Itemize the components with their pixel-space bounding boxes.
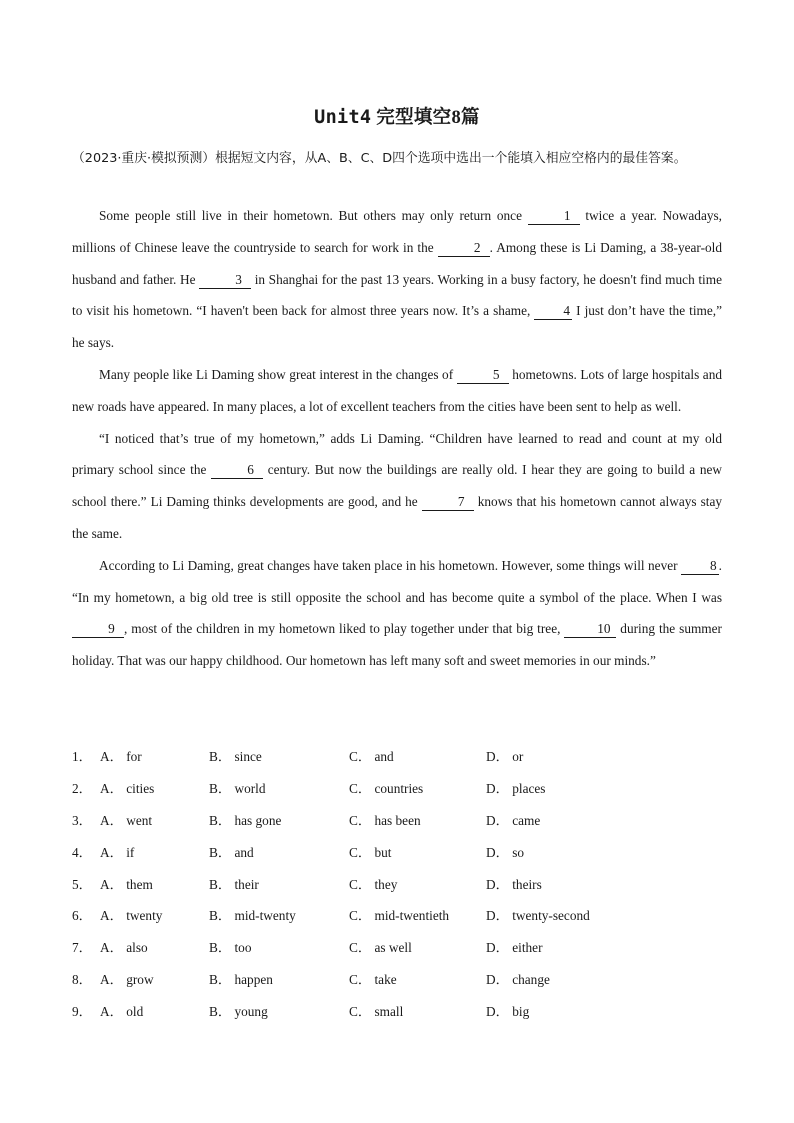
passage-text: in Shanghai for the past 13 years. Working in a busy factory, he doesn't find much time to visit his hometown. “I haven't been back for almost three years now. It’s a shame,: [72, 271, 722, 319]
option-c: C． small: [349, 1004, 404, 1020]
option-d: D． big: [486, 1004, 530, 1020]
option-c: C． has been: [349, 812, 421, 828]
blank-7: 7: [422, 494, 474, 511]
question-row: [72, 996, 722, 1028]
option-d: D． twenty-second: [486, 908, 590, 924]
passage-text: during the summer holiday. That was our happy childhood. Our hometown has left many soft and sweet memories in our minds.”: [72, 621, 722, 669]
blank-4: 4: [534, 303, 572, 320]
title-rest: 完型填空8篇: [371, 108, 480, 128]
question-row: [72, 900, 722, 932]
question-row: [72, 837, 722, 869]
option-b: B． world: [209, 780, 266, 796]
passage-text: . “In my hometown, a big old tree is still opposite the school and has become quite a symbol of the place. When I was: [72, 557, 722, 605]
blank-9: 9: [72, 621, 124, 638]
paragraph-4: [72, 550, 722, 677]
option-b: B． and: [209, 844, 254, 860]
option-b: B． happen: [209, 972, 273, 988]
paragraph-2: [72, 359, 722, 423]
option-a: A． cities: [100, 780, 155, 796]
question-number: 6．: [72, 908, 92, 924]
option-d: D． places: [486, 780, 546, 796]
question-row: [72, 805, 722, 837]
option-b: B． mid-twenty: [209, 908, 296, 924]
question-number: 2．: [72, 780, 92, 796]
blank-8: 8: [681, 558, 719, 575]
passage-text: hometowns. Lots of large hospitals and new roads have appeared. In many places, a lot of excellent teachers from the cities have been sent to help as well.: [72, 366, 722, 414]
passage-text: “I noticed that’s true of my hometown,” adds Li Daming. “Children have learned to read and count at my old primary school since the: [72, 430, 722, 478]
question-number: 9．: [72, 1004, 92, 1020]
question-list: [72, 741, 722, 1028]
passage-text: knows that his hometown cannot always stay the same.: [72, 494, 722, 541]
passage-text: According to Li Daming, great changes have taken place in his hometown. However, some things will never: [99, 557, 682, 573]
option-d: D． so: [486, 844, 525, 860]
option-c: C． countries: [349, 780, 424, 796]
question-row: [72, 932, 722, 964]
paragraph-1: [72, 200, 722, 359]
option-c: C． but: [349, 844, 392, 860]
option-a: A． grow: [100, 972, 154, 988]
blank-10: 10: [564, 621, 616, 638]
passage-text: I just don’t have the time,” he says.: [72, 303, 723, 351]
paragraph-3: [72, 423, 722, 550]
option-a: A． if: [100, 844, 135, 860]
option-a: A． for: [100, 749, 142, 764]
question-number: 7．: [72, 940, 92, 956]
option-a: A． them: [100, 876, 153, 892]
option-b: B． too: [209, 940, 252, 956]
option-c: C． they: [349, 876, 398, 892]
option-b: B． young: [209, 1004, 268, 1020]
passage-text: century. But now the buildings are really old. I hear they are going to build a new school there.” Li Daming thinks developments are good, and he: [72, 462, 723, 510]
option-a: A． went: [100, 812, 153, 828]
title-unit: Unit4: [314, 107, 372, 128]
option-d: D． either: [486, 940, 543, 956]
passage-text: , most of the children in my hometown liked to play together under that big tree,: [124, 621, 565, 637]
option-d: D． change: [486, 972, 550, 988]
blank-3: 3: [199, 272, 251, 289]
page-title: [0, 103, 794, 129]
question-row: [72, 741, 722, 773]
blank-6: 6: [211, 462, 263, 479]
option-c: C． and: [349, 749, 394, 764]
question-row: [72, 869, 722, 901]
question-number: 5．: [72, 876, 92, 892]
question-number: 1．: [72, 749, 92, 764]
question-row: [72, 773, 722, 805]
option-a: A． also: [100, 940, 148, 956]
passage: [72, 200, 722, 677]
option-b: B． has gone: [209, 812, 282, 828]
passage-text: Many people like Li Daming show great interest in the changes of: [99, 366, 457, 382]
option-c: C． take: [349, 972, 397, 988]
option-b: B． their: [209, 876, 259, 892]
passage-text: Some people still live in their hometown. But others may only return once: [99, 208, 528, 223]
option-a: A． twenty: [100, 908, 163, 924]
blank-1: 1: [528, 208, 580, 225]
option-c: C． mid-twentieth: [349, 908, 450, 924]
option-d: D． or: [486, 749, 524, 764]
blank-5: 5: [457, 367, 509, 384]
option-d: D． theirs: [486, 876, 542, 892]
option-c: C． as well: [349, 940, 412, 956]
passage-text: . Among these is Li Daming, a 38-year-old husband and father. He: [72, 239, 722, 287]
option-d: D． came: [486, 812, 541, 828]
blank-2: 2: [438, 240, 490, 257]
question-number: 3．: [72, 812, 92, 828]
question-row: [72, 964, 722, 996]
option-a: A． old: [100, 1004, 144, 1020]
question-number: 8．: [72, 972, 92, 988]
instruction: （2023·重庆·模拟预测）根据短文内容，从A、B、C、D四个选项中选出一个能填入相应空格内的最佳答案。: [72, 151, 687, 166]
option-b: B． since: [209, 749, 262, 764]
question-number: 4．: [72, 844, 92, 860]
passage-text: twice a year. Nowadays, millions of Chinese leave the countryside to search for work in the: [72, 208, 722, 255]
